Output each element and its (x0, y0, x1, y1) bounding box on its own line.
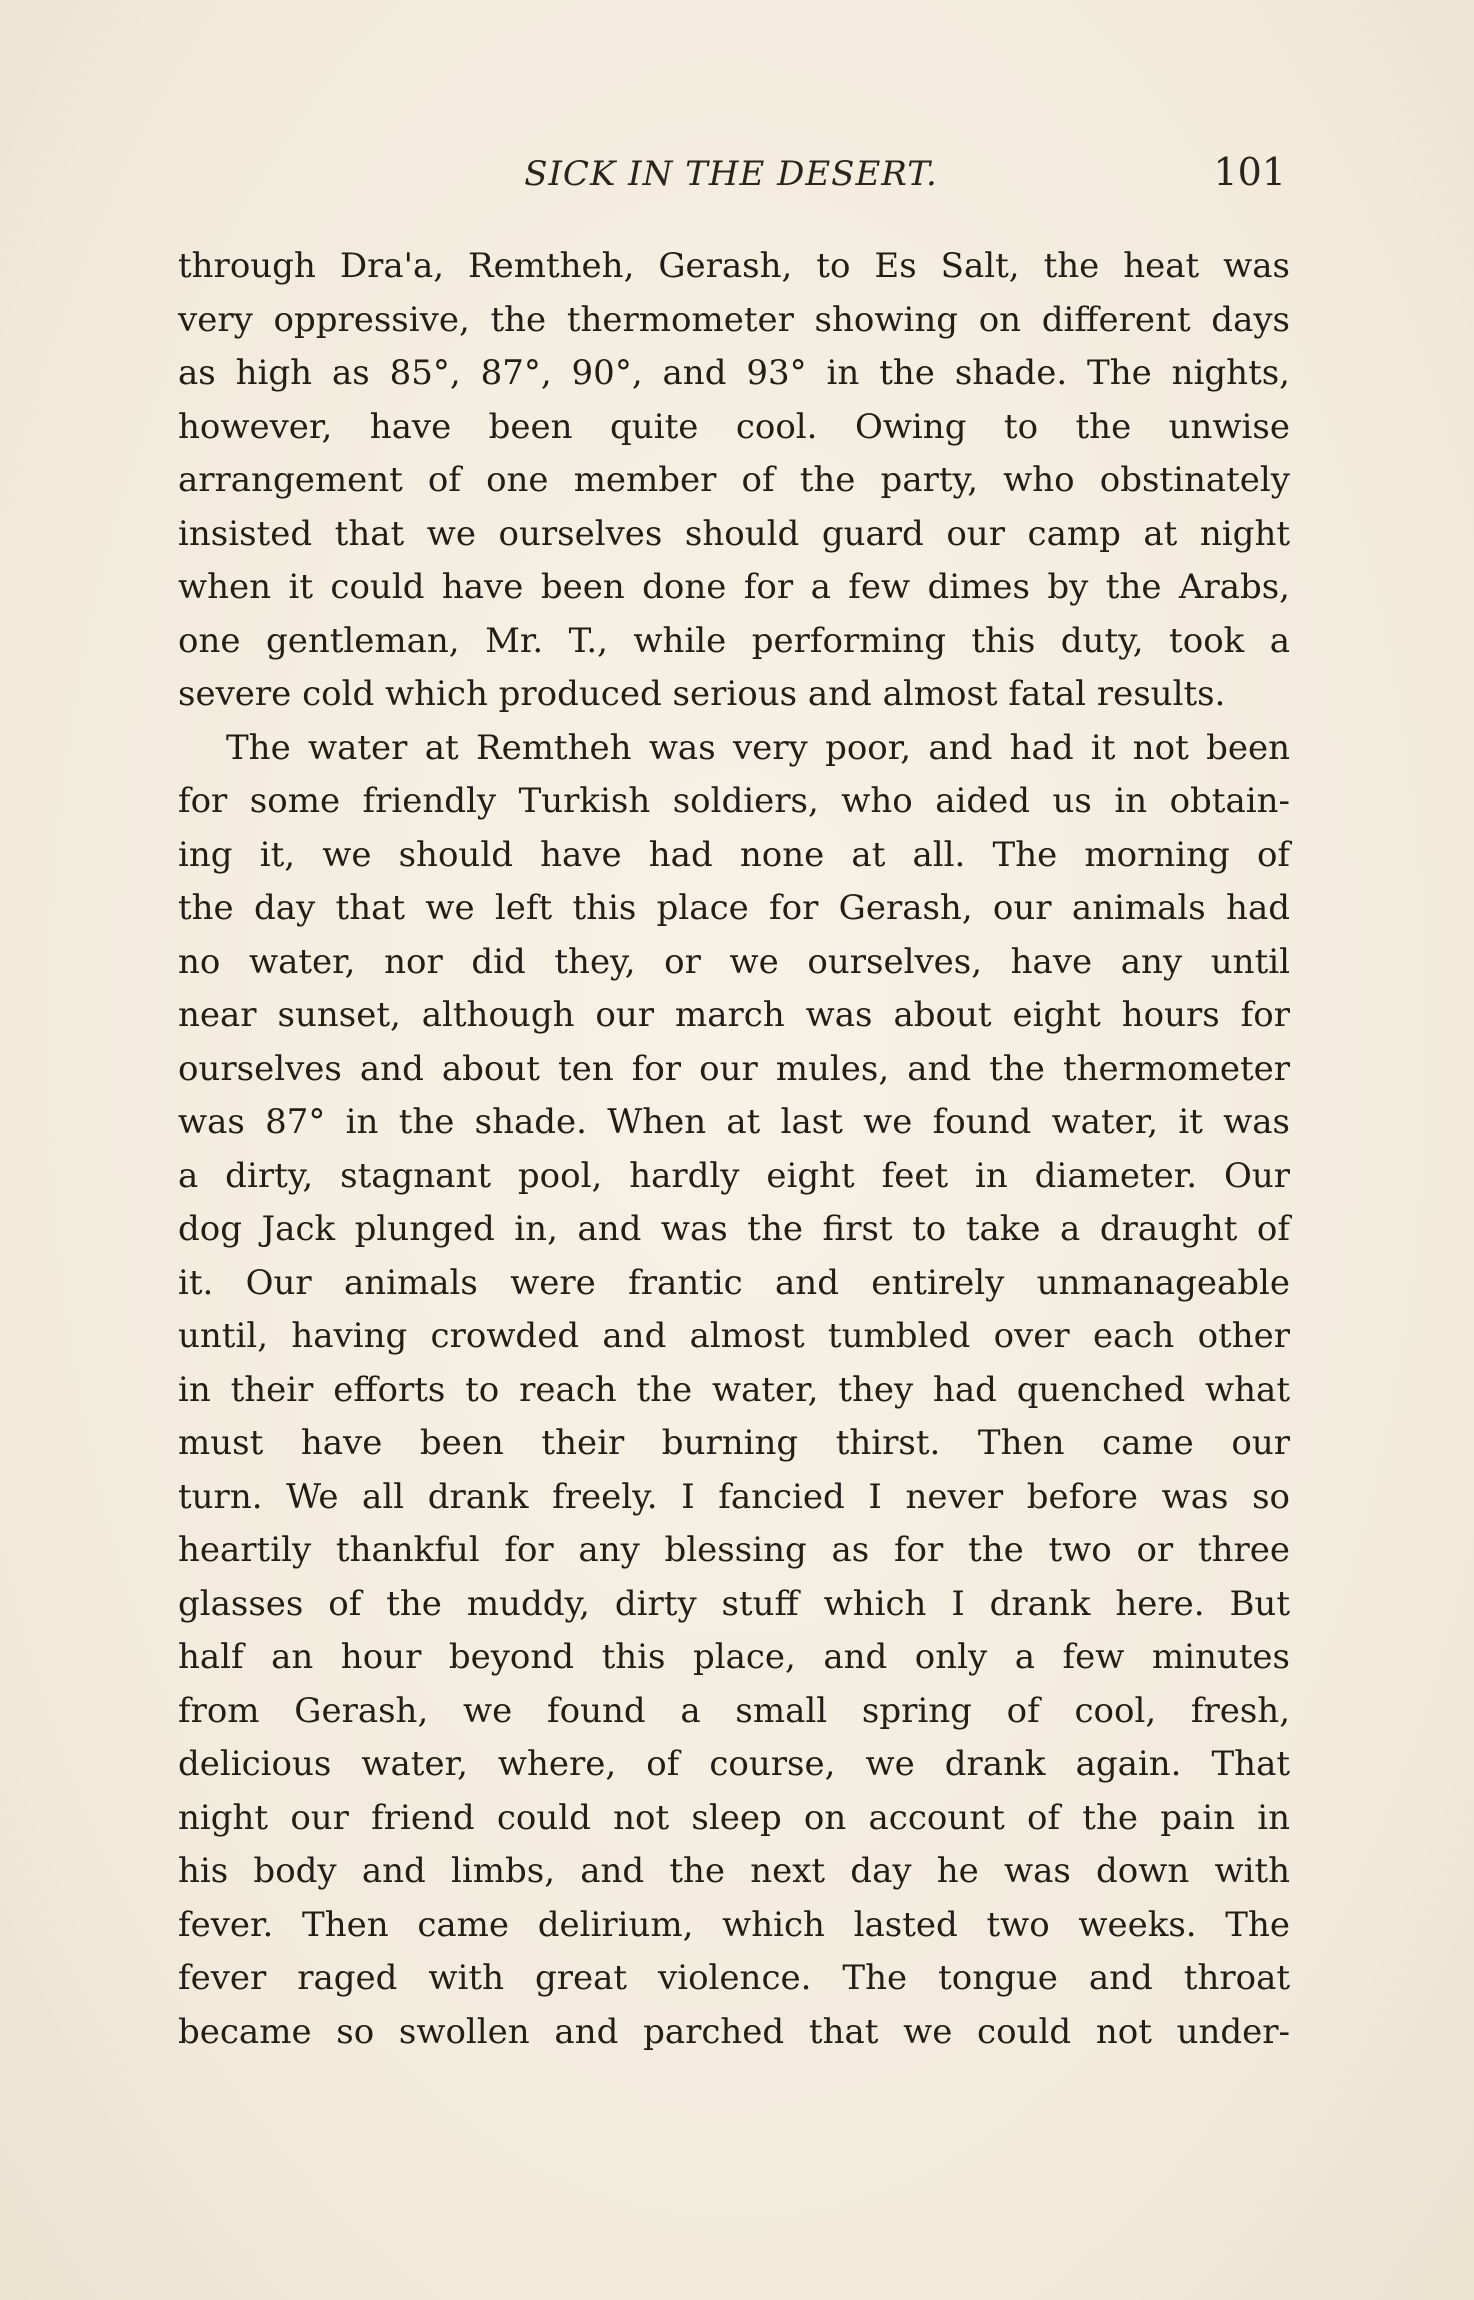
text-line: ing it, we should have had none at all. The morning of (178, 834, 1290, 875)
text-line: one gentleman, Mr. T., while performing this duty, took a (178, 620, 1290, 661)
text-line: insisted that we ourselves should guard our camp at night (178, 513, 1290, 554)
text-line: ourselves and about ten for our mules, and the thermometer (178, 1048, 1290, 1089)
paragraph-first-line: The water at Remtheh was very poor, and had it not been (226, 727, 1290, 768)
text-line: his body and limbs, and the next day he was down with (178, 1851, 1290, 1891)
body-text (178, 240, 1290, 2059)
text-line: however, have been quite cool. Owing to the unwise (178, 406, 1290, 447)
text-line: as high as 85°, 87°, 90°, and 93° in the shade. The nights, (178, 353, 1290, 393)
text-line: heartily thankful for any blessing as for the two or three (178, 1530, 1290, 1570)
text-line: fever raged with great violence. The tongue and throat (178, 1958, 1290, 1998)
text-line: very oppressive, the thermometer showing on different days (178, 299, 1290, 340)
text-line: through Dra'a, Remtheh, Gerash, to Es Salt, the heat was (178, 246, 1290, 286)
running-head (176, 148, 1286, 208)
text-line: night our friend could not sleep on account of the pain in (178, 1797, 1290, 1838)
text-line: arrangement of one member of the party, who obstinately (178, 460, 1290, 500)
text-line: no water, nor did they, or we ourselves, have any until (178, 941, 1290, 982)
text-line: half an hour beyond this place, and only a few minutes (178, 1637, 1290, 1677)
text-line: turn. We all drank freely. I fancied I never before was so (178, 1476, 1290, 1517)
text-line: dog Jack plunged in, and was the first to take a draught of (178, 1209, 1290, 1249)
text-line: for some friendly Turkish soldiers, who aided us in obtain- (178, 781, 1290, 821)
text-line: a dirty, stagnant pool, hardly eight feet in diameter. Our (178, 1155, 1290, 1196)
text-line: delicious water, where, of course, we drank again. That (178, 1744, 1290, 1784)
text-line: near sunset, although our march was about eight hours for (178, 995, 1290, 1035)
text-line: in their efforts to reach the water, they had quenched what (178, 1369, 1290, 1410)
page-number: 101 (1213, 150, 1286, 194)
text-line: was 87° in the shade. When at last we found water, it was (178, 1102, 1290, 1142)
text-line: fever. Then came delirium, which lasted two weeks. The (178, 1904, 1290, 1945)
text-line: must have been their burning thirst. Then came our (178, 1423, 1290, 1463)
text-line: severe cold which produced serious and almost fatal results. (178, 674, 1226, 714)
text-line: from Gerash, we found a small spring of cool, fresh, (178, 1690, 1290, 1731)
text-line: it. Our animals were frantic and entirely unmanageable (178, 1262, 1290, 1303)
text-line: when it could have been done for a few dimes by the Arabs, (178, 567, 1290, 607)
text-line: glasses of the muddy, dirty stuff which I drank here. But (178, 1583, 1290, 1624)
text-line: became so swollen and parched that we could not under- (178, 2011, 1290, 2052)
text-line: until, having crowded and almost tumbled over each other (178, 1316, 1290, 1356)
text-line: the day that we left this place for Gerash, our animals had (178, 888, 1290, 928)
running-title: SICK IN THE DESERT. (524, 154, 938, 194)
